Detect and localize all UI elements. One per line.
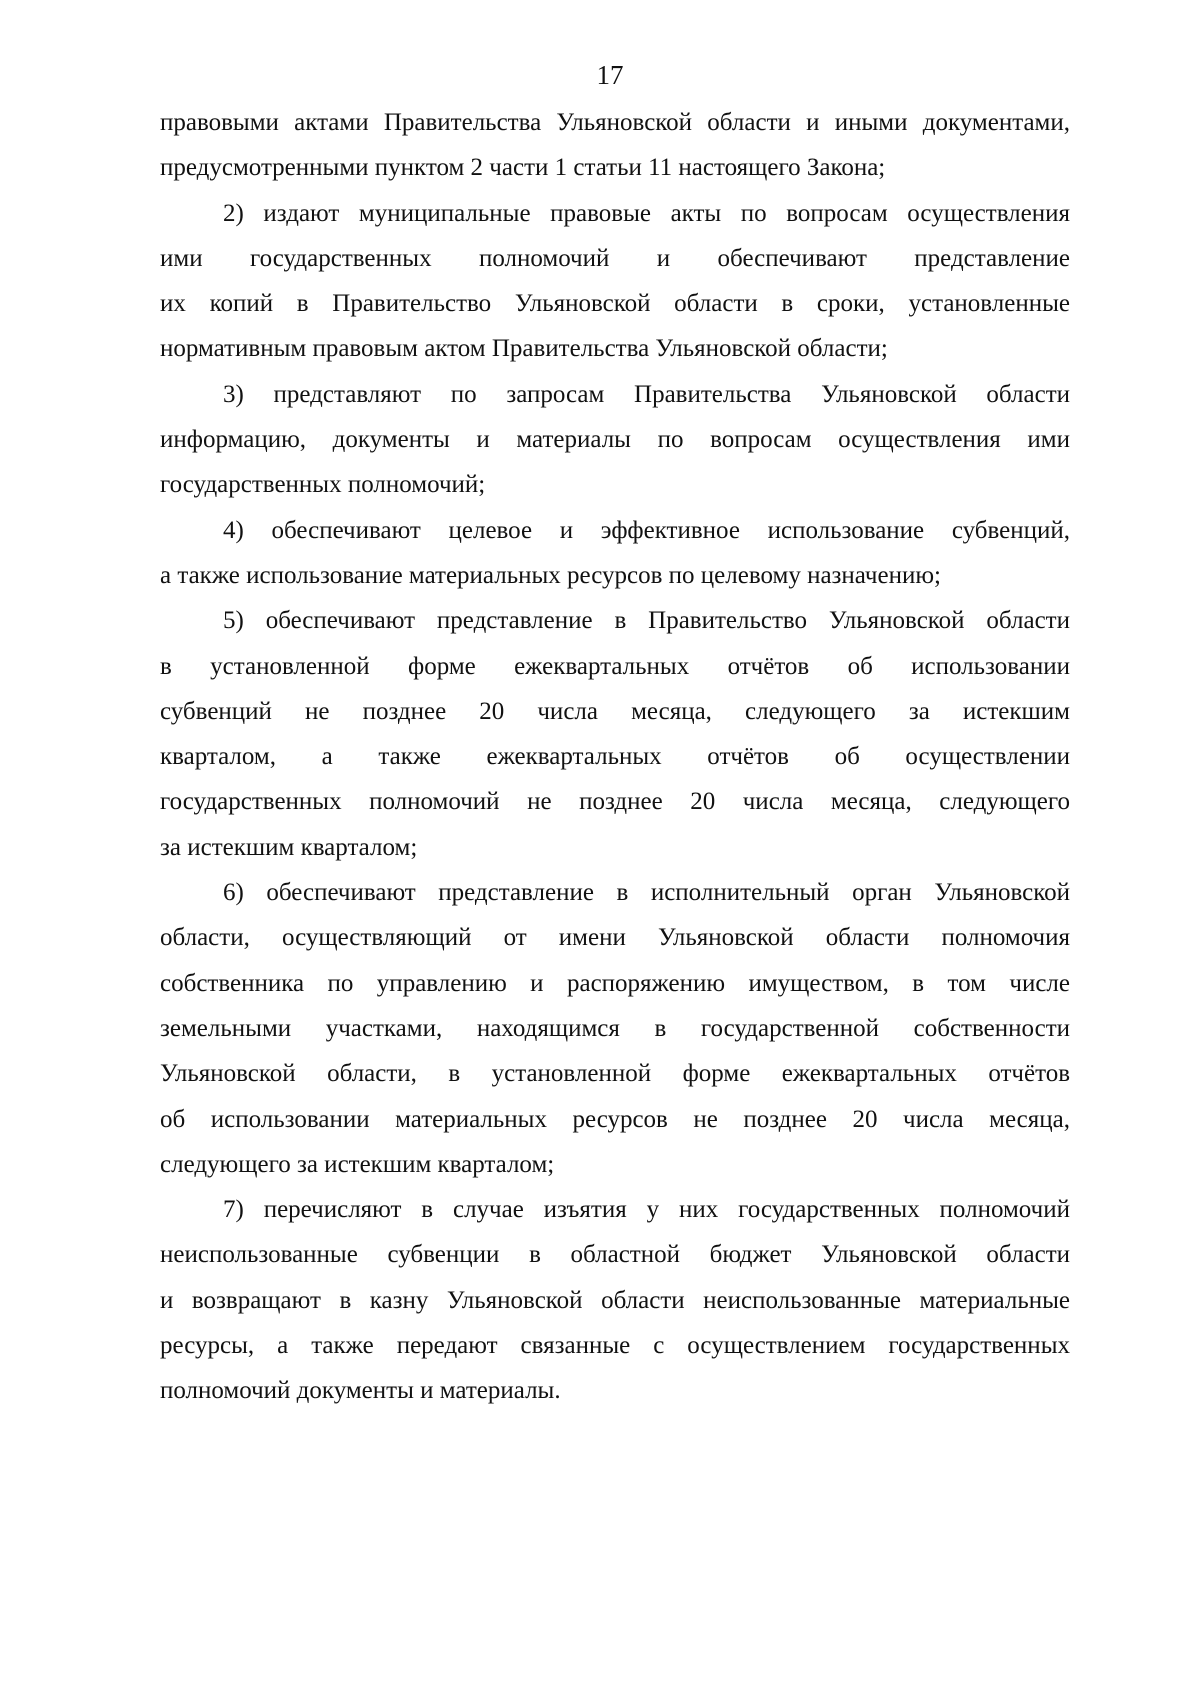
text-line: ими государственных полномочий и обеспечивают представление: [160, 244, 1070, 272]
text-line: собственника по управлению и распоряжению имуществом, в том числе: [160, 969, 1070, 997]
text-line: 2) издают муниципальные правовые акты по вопросам осуществления: [223, 199, 1070, 227]
text-line: правовыми актами Правительства Ульяновской области и иными документами,: [160, 109, 1070, 136]
text-line: 3) представляют по запросам Правительства Ульяновской области: [223, 380, 1070, 408]
text-line: предусмотренными пунктом 2 части 1 статьи 11 настоящего Закона;: [160, 154, 886, 182]
paragraph: [160, 508, 1070, 599]
paragraph: [160, 1187, 1070, 1413]
text-line: и возвращают в казну Ульяновской области неиспользованные материальные: [160, 1286, 1070, 1314]
text-line: неиспользованные субвенции в областной бюджет Ульяновской области: [160, 1241, 1070, 1269]
page-number: 17: [596, 60, 624, 90]
text-line: ресурсы, а также передают связанные с осуществлением государственных: [160, 1332, 1070, 1360]
document-body: [160, 100, 1070, 1414]
text-line: их копий в Правительство Ульяновской области в сроки, установленные: [160, 290, 1070, 318]
text-line: полномочий документы и материалы.: [160, 1377, 561, 1405]
text-line: 5) обеспечивают представление в Правительство Ульяновской области: [223, 607, 1070, 635]
text-line: кварталом, а также ежеквартальных отчётов об осуществлении: [160, 743, 1070, 771]
text-line: информацию, документы и материалы по вопросам осуществления ими: [160, 426, 1070, 454]
text-line: а также использование материальных ресурсов по целевому назначению;: [160, 561, 941, 589]
paragraph: [160, 372, 1070, 508]
text-line: следующего за истекшим кварталом;: [160, 1150, 555, 1178]
text-line: государственных полномочий не позднее 20 числа месяца, следующего: [160, 788, 1070, 816]
paragraph: [160, 191, 1070, 372]
text-line: 7) перечисляют в случае изъятия у них государственных полномочий: [223, 1196, 1070, 1224]
text-line: в установленной форме ежеквартальных отчётов об использовании: [160, 652, 1070, 680]
paragraph: [160, 100, 1070, 191]
paragraph: [160, 870, 1070, 1187]
text-line: об использовании материальных ресурсов не позднее 20 числа месяца,: [160, 1105, 1070, 1133]
text-line: за истекшим кварталом;: [160, 833, 418, 861]
text-line: земельными участками, находящимся в государственной собственности: [160, 1014, 1070, 1042]
paragraph: [160, 598, 1070, 870]
text-line: 4) обеспечивают целевое и эффективное использование субвенций,: [223, 516, 1070, 544]
text-line: субвенций не позднее 20 числа месяца, следующего за истекшим: [160, 697, 1070, 725]
text-line: области, осуществляющий от имени Ульяновской области полномочия: [160, 924, 1070, 952]
text-line: 6) обеспечивают представление в исполнительный орган Ульяновской: [223, 879, 1070, 907]
text-line: Ульяновской области, в установленной форме ежеквартальных отчётов: [160, 1060, 1070, 1088]
text-line: нормативным правовым актом Правительства Ульяновской области;: [160, 335, 888, 363]
text-line: государственных полномочий;: [160, 471, 486, 499]
